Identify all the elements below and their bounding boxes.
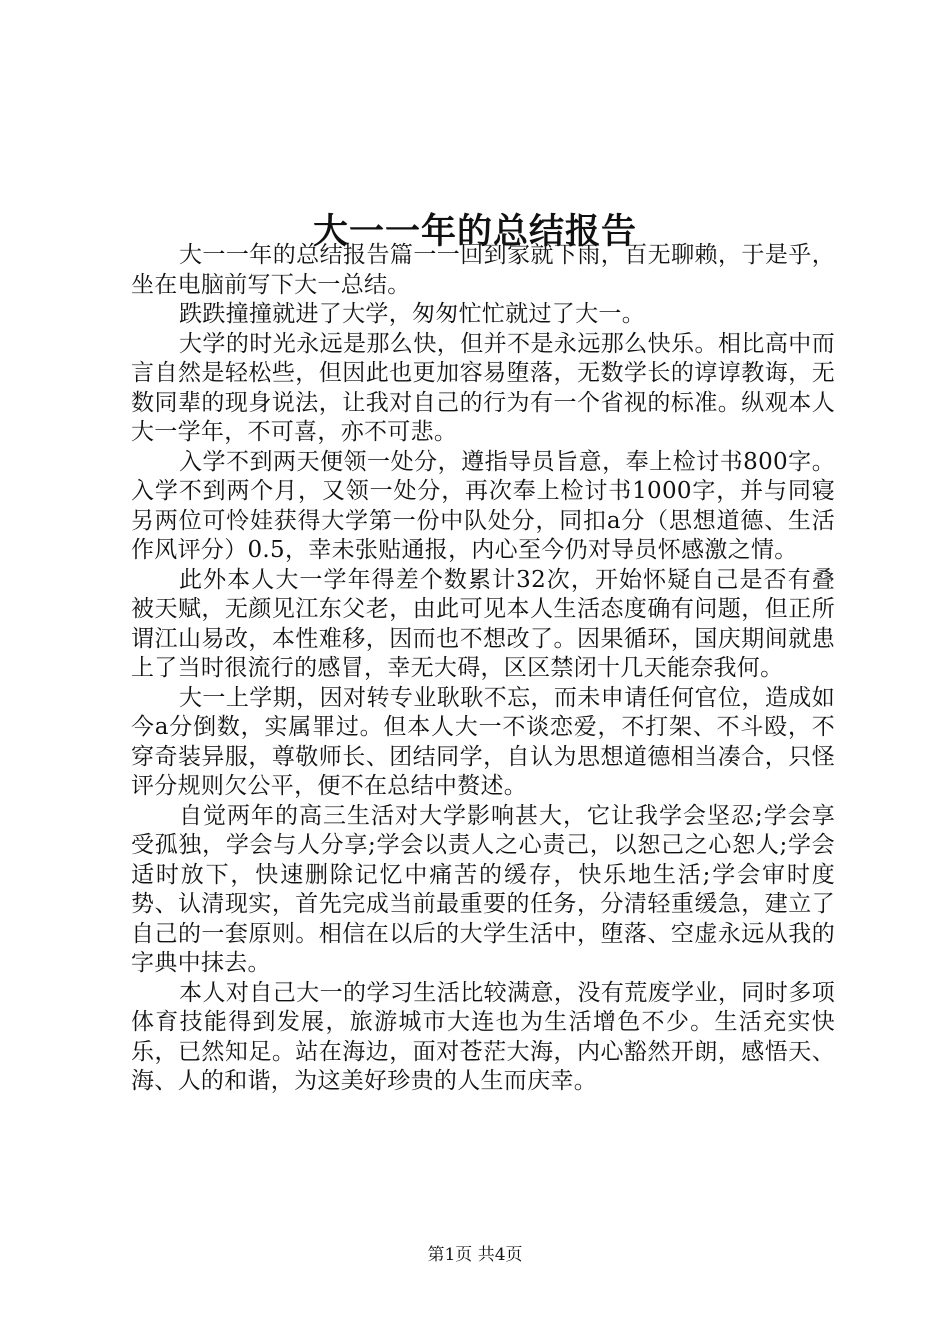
document-body xyxy=(131,241,835,1097)
paragraph: 自觉两年的高三生活对大学影响甚大，它让我学会坚忍;学会享受孤独，学会与人分享;学会以责人之心责己，以恕己之心恕人;学会适时放下，快速删除记忆中痛苦的缓存，快乐地生活;学会审时度势、认清现实，首先完成当前最重要的任务，分清轻重缓急，建立了自己的一套原则。相信在以后的大学生活中，堕落、空虚永远从我的字典中抹去。 xyxy=(131,802,835,976)
paragraph: 本人对自己大一的学习生活比较满意，没有荒废学业，同时多项体育技能得到发展，旅游城市大连也为生活增色不少。生活充实快乐，已然知足。站在海边，面对苍茫大海，内心豁然开朗，感悟天、海、人的和谐，为这美好珍贵的人生而庆幸。 xyxy=(131,979,835,1094)
paragraph: 大学的时光永远是那么快，但并不是永远那么快乐。相比高中而言自然是轻松些，但因此也更加容易堕落，无数学长的谆谆教诲，无数同辈的现身说法，让我对自己的行为有一个省视的标准。纵观本人大一学年，不可喜，亦不可悲。 xyxy=(131,330,835,445)
paragraph: 大一上学期，因对转专业耿耿不忘，而未申请任何官位，造成如今a分倒数，实属罪过。但本人大一不谈恋爱，不打架、不斗殴，不穿奇装异服，尊敬师长、团结同学，自认为思想道德相当凑合，只怪评分规则欠公平，便不在总结中赘述。 xyxy=(131,684,835,799)
paragraph: 入学不到两天便领一处分，遵指导员旨意，奉上检讨书800字。入学不到两个月，又领一处分，再次奉上检讨书1000字，并与同寝另两位可怜娃获得大学第一份中队处分，同扣a分（思想道德、生活作风评分）0.5，幸未张贴通报，内心至今仍对导员怀感激之情。 xyxy=(131,448,835,563)
paragraph: 大一一年的总结报告篇一一回到家就下雨，百无聊赖，于是乎，坐在电脑前写下大一总结。 xyxy=(131,242,835,298)
document-title: 大一一年的总结报告 xyxy=(312,212,637,253)
paragraph: 跌跌撞撞就进了大学，匆匆忙忙就过了大一。 xyxy=(179,301,645,327)
page-number-footer: 第1页 共4页 xyxy=(427,1245,523,1265)
paragraph: 此外本人大一学年得差个数累计32次，开始怀疑自己是否有叠被天赋，无颜见江东父老，由此可见本人生活态度确有问题，但正所谓江山易改，本性难移，因而也不想改了。因果循环，国庆期间就患上了当时很流行的感冒，幸无大碍，区区禁闭十几天能奈我何。 xyxy=(131,566,835,681)
